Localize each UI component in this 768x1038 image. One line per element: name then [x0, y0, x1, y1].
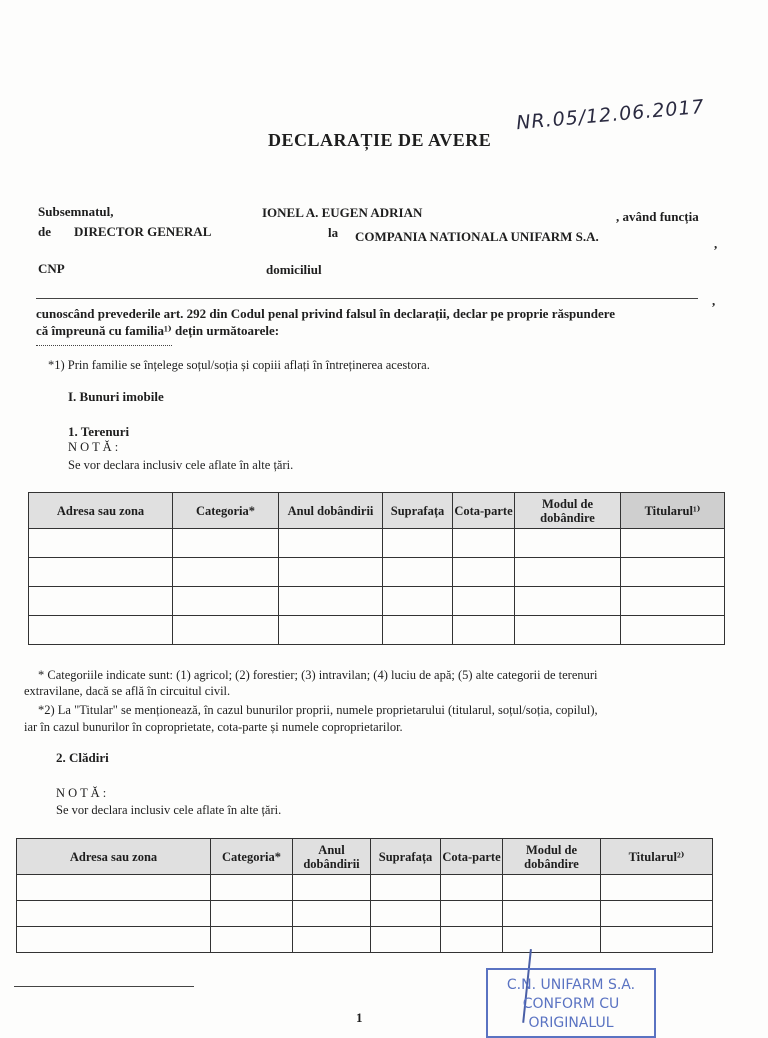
table-cell: [173, 529, 279, 558]
categories-note-line-1: * Categoriile indicate sunt: (1) agricol; (2) forestier; (3) intravilan; (4) luciu de apă; (5) alte categorii de terenuri: [38, 668, 598, 682]
table-cell: [29, 529, 173, 558]
table-row: [29, 587, 725, 616]
col-cota-parte: Cota-parte: [441, 839, 503, 875]
dotted-line: [36, 345, 172, 346]
cladiri-table: [16, 838, 713, 953]
table-cell: [383, 587, 453, 616]
line-end-comma: ,: [712, 293, 716, 308]
table-cell: [621, 529, 725, 558]
table-cell: [279, 587, 383, 616]
table-cell: [17, 875, 211, 901]
table-cell: [441, 901, 503, 927]
table-cell: [173, 558, 279, 587]
table-cell: [293, 901, 371, 927]
page-number: 1: [356, 1010, 363, 1025]
table-cell: [621, 558, 725, 587]
terenuri-table-header: [29, 493, 725, 529]
company-name: COMPANIA NATIONALA UNIFARM S.A.: [355, 229, 599, 244]
family-footnote: *1) Prin familie se înțelege soțul/soția și copiii aflați în întreținerea acestora.: [48, 358, 430, 372]
terenuri-table: [28, 492, 725, 645]
table-row: [17, 901, 713, 927]
table-cell: [383, 529, 453, 558]
table-cell: [29, 616, 173, 645]
table-cell: [453, 587, 515, 616]
table-cell: [371, 927, 441, 953]
col-categoria: Categoria*: [173, 493, 279, 529]
table-cell: [279, 616, 383, 645]
cladiri-nota-label: N O T Ă :: [56, 786, 107, 800]
section-bunuri-imobile: I. Bunuri imobile: [68, 389, 164, 404]
table-cell: [601, 901, 713, 927]
table-cell: [515, 616, 621, 645]
col-anul-dobandirii: Anul dobândirii: [279, 493, 383, 529]
table-cell: [371, 875, 441, 901]
table-row: [29, 616, 725, 645]
table-cell: [293, 875, 371, 901]
table-cell: [211, 875, 293, 901]
table-cell: [453, 558, 515, 587]
table-cell: [503, 901, 601, 927]
table-row: [29, 529, 725, 558]
table-cell: [503, 875, 601, 901]
cnp-label: CNP: [38, 261, 65, 276]
domiciliul-label: domiciliul: [266, 262, 322, 277]
terenuri-nota-label: N O T Ă :: [68, 440, 119, 454]
col-titularul: Titularul¹⁾: [621, 493, 725, 529]
table-cell: [293, 927, 371, 953]
table-cell: [279, 558, 383, 587]
stamp-line-1: C.N. UNIFARM S.A.: [506, 977, 636, 993]
table-cell: [515, 529, 621, 558]
table-cell: [211, 901, 293, 927]
footnote-separator: [14, 986, 194, 987]
table-cell: [17, 901, 211, 927]
col-cota-parte: Cota-parte: [453, 493, 515, 529]
cladiri-nota-text: Se vor declara inclusiv cele aflate în alte țări.: [56, 803, 282, 817]
subsemnatul-label: Subsemnatul,: [38, 204, 114, 219]
table-cell: [17, 927, 211, 953]
stamp-line-3: ORIGINALUL: [528, 1015, 614, 1031]
table-cell: [503, 927, 601, 953]
table-cell: [173, 616, 279, 645]
col-modul-dobandire: Modul de dobândire: [503, 839, 601, 875]
col-modul-dobandire: Modul de dobândire: [515, 493, 621, 529]
table-cell: [621, 616, 725, 645]
handwritten-registration-number: NR.05/12.06.2017: [515, 95, 706, 135]
stamp-line-2: CONFORM CU: [522, 996, 620, 1012]
table-cell: [383, 616, 453, 645]
table-cell: [515, 558, 621, 587]
terenuri-nota-text: Se vor declara inclusiv cele aflate în alte țări.: [68, 458, 294, 472]
table-row: [17, 875, 713, 901]
table-cell: [453, 529, 515, 558]
domiciliu-line: [36, 298, 698, 299]
statement-line-2: că împreună cu familia¹⁾ dețin următoarele:: [36, 323, 280, 338]
table-cell: [371, 901, 441, 927]
table-cell: [441, 927, 503, 953]
table-cell: [601, 927, 713, 953]
categories-note-line-2: extravilane, dacă se află în circuitul civil.: [24, 684, 231, 698]
function-label: , având funcția: [616, 209, 699, 224]
table-cell: [441, 875, 503, 901]
table-row: [29, 558, 725, 587]
titular-note-line-2: iar în cazul bunurilor în coproprietate, cota-parte și numele coproprietarilor.: [24, 720, 403, 734]
de-label: de: [38, 224, 51, 239]
conformity-stamp: [486, 968, 656, 1038]
table-cell: [601, 875, 713, 901]
titular-note-line-1: *2) La "Titular" se menționează, în cazul bunurilor proprii, numele proprietarului (titularul, soțul/soția, copilul),: [38, 703, 598, 717]
table-cell: [383, 558, 453, 587]
table-row: [17, 927, 713, 953]
table-cell: [621, 587, 725, 616]
col-adresa: Adresa sau zona: [17, 839, 211, 875]
col-titularul: Titularul²⁾: [601, 839, 713, 875]
col-categoria: Categoria*: [211, 839, 293, 875]
table-cell: [211, 927, 293, 953]
col-suprafata: Suprafața: [371, 839, 441, 875]
statement-line-1: cunoscând prevederile art. 292 din Codul penal privind falsul în declarații, declar pe proprie răspundere: [36, 306, 616, 321]
col-suprafata: Suprafața: [383, 493, 453, 529]
table-cell: [453, 616, 515, 645]
la-label: la: [328, 225, 339, 240]
cladiri-heading: 2. Clădiri: [56, 750, 109, 765]
cladiri-table-header: [17, 839, 713, 875]
col-adresa: Adresa sau zona: [29, 493, 173, 529]
table-cell: [279, 529, 383, 558]
table-cell: [515, 587, 621, 616]
trailing-comma: ,: [714, 236, 718, 251]
table-cell: [29, 587, 173, 616]
page-title: DECLARAȚIE DE AVERE: [268, 130, 492, 150]
declarant-function: DIRECTOR GENERAL: [74, 224, 212, 239]
terenuri-heading: 1. Terenuri: [68, 424, 130, 439]
table-cell: [29, 558, 173, 587]
declarant-name: IONEL A. EUGEN ADRIAN: [262, 205, 423, 220]
table-cell: [173, 587, 279, 616]
col-anul-dobandirii: Anul dobândirii: [293, 839, 371, 875]
